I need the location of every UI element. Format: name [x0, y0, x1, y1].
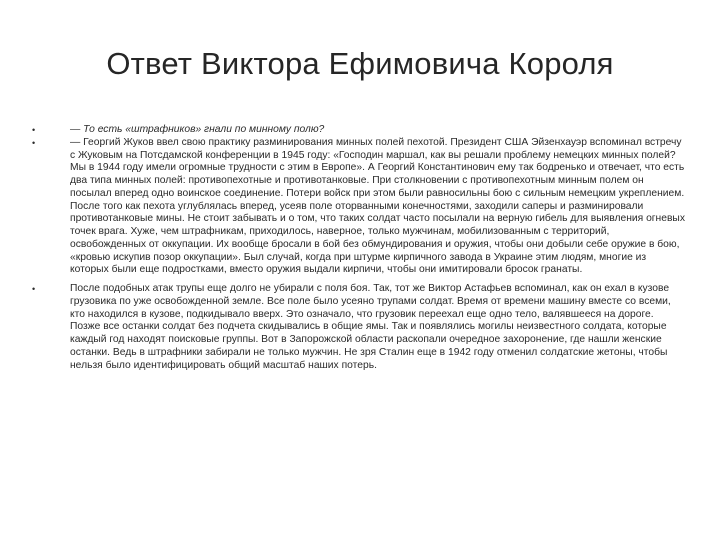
- slide-title: Ответ Виктора Ефимовича Короля: [106, 46, 614, 81]
- bullet-text: После подобных атак трупы еще долго не убирали с поля боя. Так, тот же Виктор Астафьев вспоминал, как он ехал в кузове грузовика по уже освобожденной земле. Все поле было усеяно трупами солдат. Время от времени машину вместе со всеми, кто находился в кузове, подкидывало вверх. Это означало, что грузовик переехал еще одно тело, валявшееся на дороге. Позже все останки солдат без подчета скидывались в общие ямы. Так и появлялись могилы неизвестного солдата, которые каждый год находят поисковые группы. Вот в Запорожской области раскопали очередное захоронение, где нашли женские останки. Ведь в штрафники забирали не только мужчин. Не зря Сталин еще в 1942 году отменил солдатские жетоны, чтобы нельзя было идентифицировать общий масштаб наших потерь.: [70, 283, 671, 371]
- bullet-item: [26, 124, 686, 137]
- bullet-list: [26, 124, 686, 372]
- bullet-item: [26, 137, 686, 277]
- bullet-marker: •: [32, 137, 36, 148]
- bullet-marker: •: [32, 284, 36, 294]
- bullet-text: — Георгий Жуков ввел свою практику разминирования минных полей пехотой. Президент США Эйзенхауэр вспоминал встречу с Жуковым на Потсдамской конференции в 1945 году: «Господин маршал, как вы решали проблему немецких минных полей? Мы в 1944 году имели огромные трудности с этим в Европе». А Георгий Константинович ему так бодренько и отвечает, что есть два типа минных полей: противопехотные и противотанковые. При столкновении с противопехотным минным полем он посылал вперед одно воинское соединение. Потери войск при этом были равносильны бою с сильным немецким укреплением. После того как пехота углублялась вперед, усеяв поле оторванными конечностями, заходили саперы и разминировали противотанковые мины. Не стоит забывать и о том, что таких солдат часто посылали на верную гибель для выявления огневых точек врага. Хуже, чем штрафникам, приходилось, наверное, только мужчинам, мобилизованным с территорий, освобожденных от оккупации. Их вообще бросали в бой без обмундирования и оружия, чтобы они добыли себе оружие в бою, «кровью искупив позор оккупации». Был случай, когда при штурме кирпичного завода в Украине этим людям, многие из которых были еще подростками, вместо оружия выдали кирпичи, чтобы они имитировали бросок гранаты.: [70, 136, 685, 276]
- bullet-item: [26, 283, 686, 372]
- bullet-marker: •: [32, 125, 36, 135]
- bullet-text: — То есть «штрафников» гнали по минному полю?: [70, 124, 325, 135]
